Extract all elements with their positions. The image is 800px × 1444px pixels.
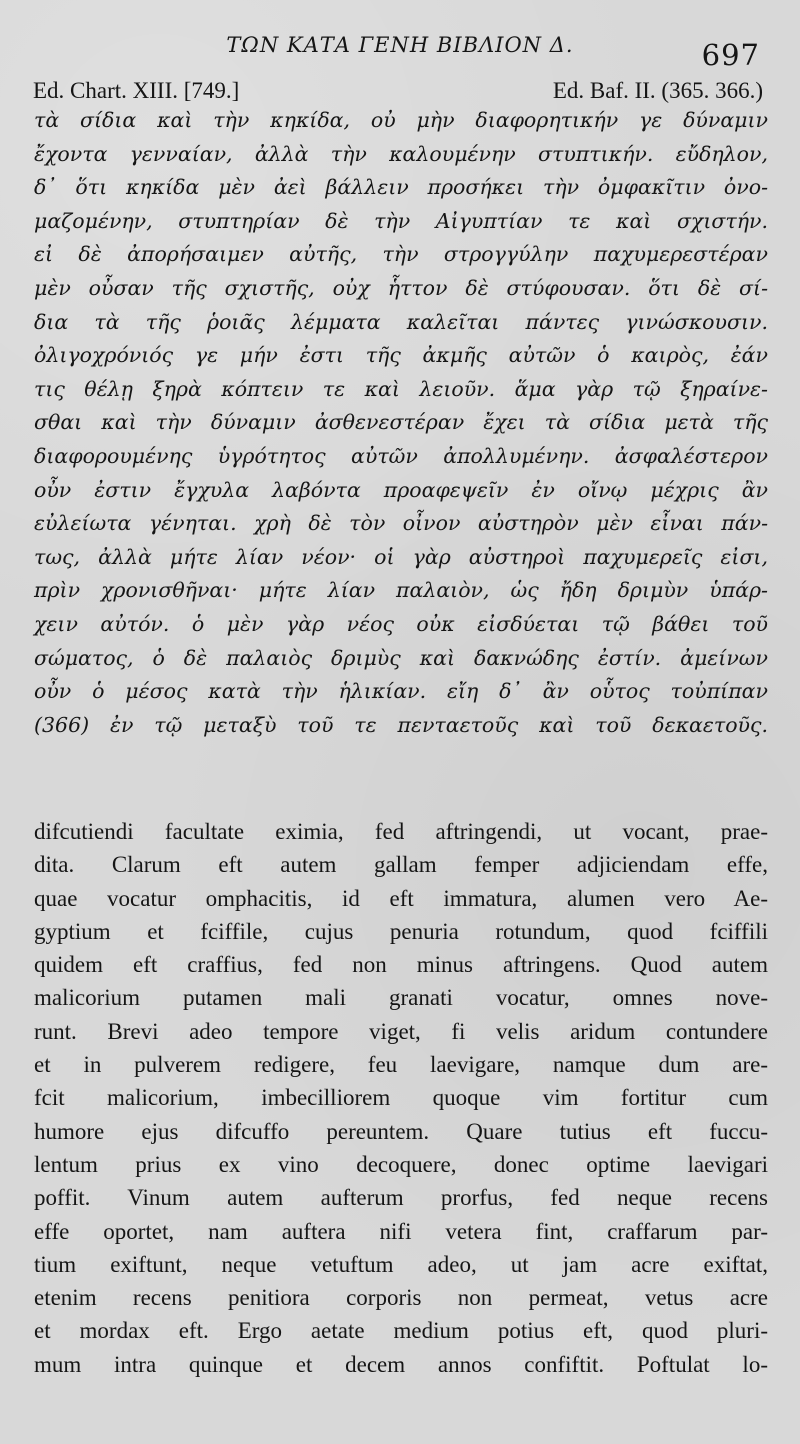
greek-line: μὲν οὖσαν τῆς σχιστῆς, οὐχ ἧττον δὲ στύφουσαν. ὅτι δὲ σί- [34,275,768,300]
latin-line: mum intra quinque et decem annos confiftit. Poftulat lo- [34,1351,768,1377]
greek-line: διαφορουμένης ὑγρότητος αὐτῶν ἀπολλυμένην. ἀσφαλέστερον [34,443,768,468]
greek-line: οὖν ἐστιν ἔγχυλα λαβόντα προαφεψεῖν ἐν οἴνῳ μέχρις ἂν [34,477,768,502]
latin-text-block [34,815,768,1381]
latin-line: malicorium putamen mali granati vocatur, omnes nove- [34,985,768,1011]
greek-line: μαζομένην, στυπτηρίαν δὲ τὴν Αἰγυπτίαν τε καὶ σχιστήν. [34,208,768,233]
edition-reference-right: Ed. Baf. II. (365. 366.) [552,78,763,103]
running-title: ΤΩΝ ΚΑΤΑ ΓΕΝΗ ΒΙΒΛΙΟΝ Δ. [226,33,574,57]
latin-line: difcutiendi facultate eximia, fed aftringendi, ut vocant, prae- [34,819,768,844]
greek-line: εἰ δὲ ἀπορήσαιμεν αὐτῆς, τὴν στρογγύλην παχυμερεστέραν [34,242,768,267]
latin-line: et in pulverem redigere, feu laevigare, namque dum are- [34,1052,768,1078]
latin-line: quae vocatur omphacitis, id eft immatura, alumen vero Ae- [34,885,768,911]
edition-reference-left: Ed. Chart. XIII. [749.] [33,78,240,103]
latin-line: dita. Clarum eft autem gallam femper adjiciendam effe, [34,852,768,878]
greek-line: τως, ἀλλὰ μήτε λίαν νέον· οἱ γὰρ αὐστηροὶ παχυμερεῖς εἰσι, [34,544,768,569]
latin-line: poffit. Vinum autem aufterum prorfus, fed neque recens [34,1185,768,1211]
latin-line: gyptium et fciffile, cujus penuria rotundum, quod fciffili [34,918,768,944]
latin-line: tium exiftunt, neque vetuftum adeo, ut jam acre exiftat, [34,1251,768,1277]
latin-line: etenim recens penitiora corporis non permeat, vetus acre [34,1285,768,1311]
greek-line: σώματος, ὁ δὲ παλαιὸς δριμὺς καὶ δακνώδης ἐστίν. ἀμείνων [34,645,768,670]
latin-line: effe oportet, nam auftera nifi vetera fint, craffarum par- [34,1218,768,1244]
latin-line: humore ejus difcuffo pereuntem. Quare tutius eft fuccu- [34,1118,768,1144]
greek-line: δια τὰ τῆς ῥοιᾶς λέμματα καλεῖται πάντες γινώσκουσιν. [34,309,768,334]
page-number: 697 [701,38,760,72]
latin-line: lentum prius ex vino decoquere, donec optime laevigari [34,1151,768,1177]
greek-line: τὰ σίδια καὶ τὴν κηκίδα, οὐ μὴν διαφορητικήν γε δύναμιν [34,108,768,132]
greek-line: χειν αὐτόν. ὁ μὲν γὰρ νέος οὐκ εἰσδύεται τῷ βάθει τοῦ [34,611,768,636]
greek-line: εὐλείωτα γένηται. χρὴ δὲ τὸν οἶνον αὐστηρὸν μὲν εἶναι πάν- [34,511,768,536]
latin-line: runt. Brevi adeo tempore viget, fi velis aridum contundere [34,1018,768,1044]
latin-line: et mordax eft. Ergo aetate medium potius eft, quod pluri- [34,1318,768,1344]
greek-line: δ᾽ ὅτι κηκίδα μὲν ἀεὶ βάλλειν προσήκει τὴν ὀμφακῖτιν ὀνο- [34,175,768,200]
greek-line: τις θέλῃ ξηρὰ κόπτειν τε καὶ λειοῦν. ἅμα γὰρ τῷ ξηραίνε- [34,376,768,401]
greek-line: ὀλιγοχρόνιός γε μήν ἐστι τῆς ἀκμῆς αὐτῶν ὁ καιρὸς, ἐάν [34,343,768,368]
greek-line: ἔχοντα γενναίαν, ἀλλὰ τὴν καλουμένην στυπτικήν. εὔδηλον, [34,141,768,166]
greek-line: πρὶν χρονισθῆναι· μήτε λίαν παλαιὸν, ὡς ἤδη δριμὺν ὑπάρ- [34,578,768,603]
greek-line: σθαι καὶ τὴν δύναμιν ἀσθενεστέραν ἔχει τὰ σίδια μετὰ τῆς [34,410,768,435]
greek-line: οὖν ὁ μέσος κατὰ τὴν ἡλικίαν. εἴη δ᾽ ἂν οὗτος τοὐπίπαν [34,679,768,704]
latin-line: fcit malicorium, imbecilliorem quoque vim fortitur cum [34,1085,768,1111]
latin-line: quidem eft craffius, fed non minus aftringens. Quod autem [34,952,768,978]
greek-text-block [34,104,768,742]
greek-line: (366) ἐν τῷ μεταξὺ τοῦ τε πενταετοῦς καὶ τοῦ δεκαετοῦς. [34,712,768,737]
